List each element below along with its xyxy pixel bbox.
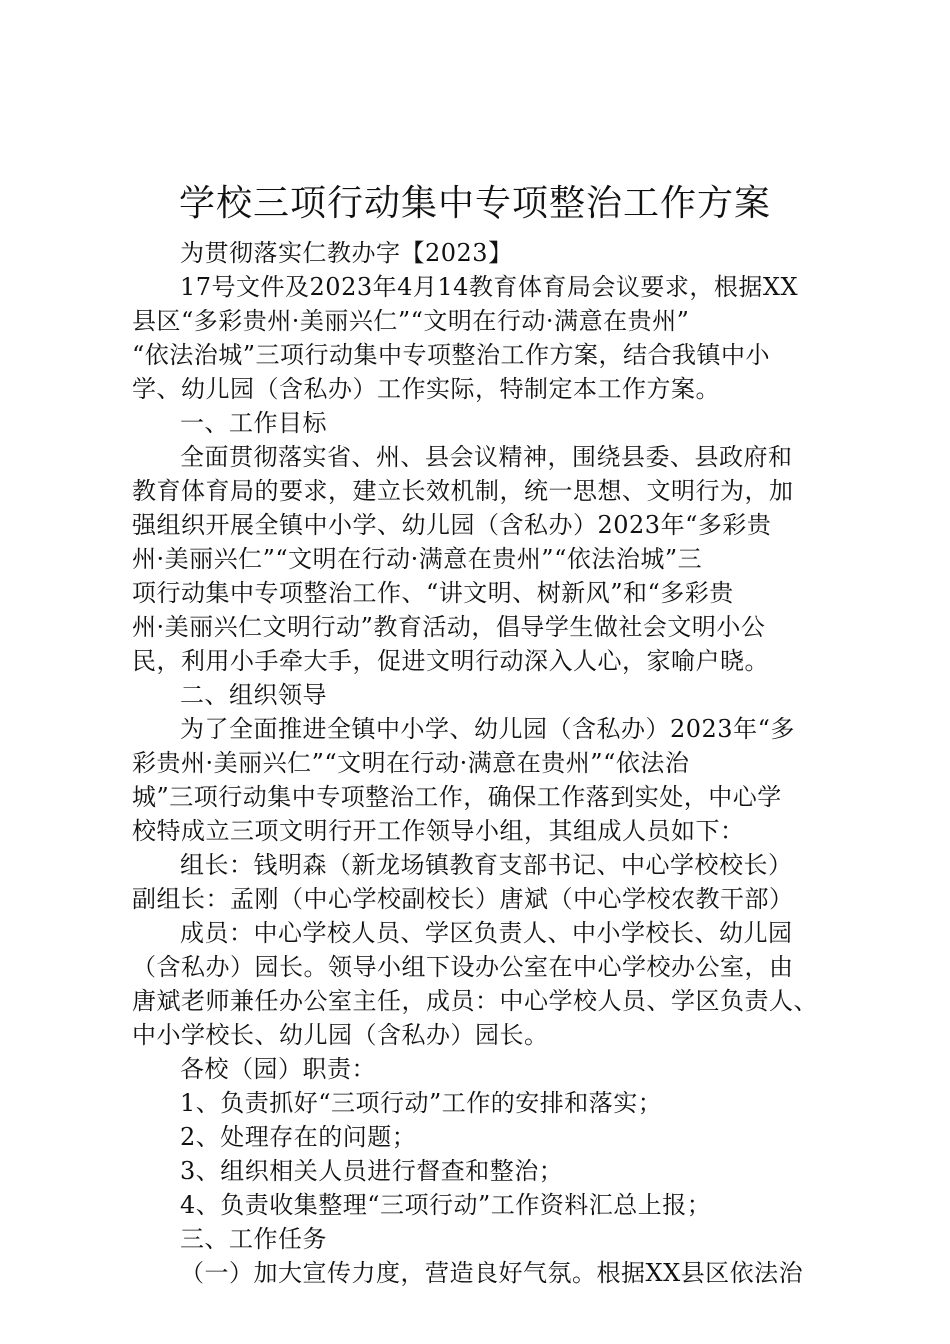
paragraph-line: 组长：钱明森（新龙场镇教育支部书记、中心学校校长） — [180, 851, 793, 879]
paragraph-line: 中小学校长、幼儿园（含私办）园长。 — [132, 1021, 549, 1049]
section-heading: 一、工作目标 — [180, 409, 327, 437]
paragraph-line: 州·美丽兴仁”“文明在行动·满意在贵州”“依法治城”三 — [132, 545, 703, 573]
section-heading: 二、组织领导 — [180, 681, 327, 709]
paragraph-line: 州·美丽兴仁文明行动”教育活动，倡导学生做社会文明小公 — [132, 613, 766, 641]
paragraph-line: 各校（园）职责： — [180, 1055, 376, 1083]
list-item: 4、负责收集整理“三项行动”工作资料汇总上报； — [180, 1191, 712, 1219]
list-item: 3、组织相关人员进行督查和整治； — [180, 1157, 564, 1185]
paragraph-line: （含私办）园长。领导小组下设办公室在中心学校办公室，由 — [132, 953, 794, 981]
paragraph-line: （一）加大宣传力度，营造良好气氛。根据XX县区依法治 — [180, 1259, 804, 1287]
paragraph-line: 城”三项行动集中专项整治工作，确保工作落到实处，中心学 — [132, 783, 782, 811]
paragraph-line: 副组长：孟刚（中心学校副校长）唐斌（中心学校农教干部） — [132, 885, 794, 913]
paragraph-line: 全面贯彻落实省、州、县会议精神，围绕县委、县政府和 — [180, 443, 793, 471]
list-item: 1、负责抓好“三项行动”工作的安排和落实； — [180, 1089, 663, 1117]
paragraph-line: 学、幼儿园（含私办）工作实际，特制定本工作方案。 — [132, 375, 720, 403]
paragraph-line: 为了全面推进全镇中小学、幼儿园（含私办）2023年“多 — [180, 715, 795, 743]
paragraph-line: 彩贵州·美丽兴仁”“文明在行动·满意在贵州”“依法治 — [132, 749, 690, 777]
paragraph-line: 校特成立三项文明行开工作领导小组，其组成人员如下： — [132, 817, 745, 845]
paragraph-line: 强组织开展全镇中小学、幼儿园（含私办）2023年“多彩贵 — [132, 511, 772, 539]
paragraph-line: 唐斌老师兼任办公室主任，成员：中心学校人员、学区负责人、 — [132, 987, 818, 1015]
paragraph-line: 为贯彻落实仁教办字【2023】 — [180, 239, 513, 267]
paragraph-line: 教育体育局的要求，建立长效机制，统一思想、文明行为，加 — [132, 477, 794, 505]
list-item: 2、处理存在的问题； — [180, 1123, 417, 1151]
document-title: 学校三项行动集中专项整治工作方案 — [178, 183, 771, 224]
paragraph-line: 项行动集中专项整治工作、“讲文明、树新风”和“多彩贵 — [132, 579, 734, 607]
paragraph-line: 成员：中心学校人员、学区负责人、中小学校长、幼儿园 — [180, 919, 793, 947]
section-heading: 三、工作任务 — [180, 1225, 327, 1253]
paragraph-line: “依法治城”三项行动集中专项整治工作方案，结合我镇中小 — [132, 341, 771, 369]
paragraph-line: 县区“多彩贵州·美丽兴仁”“文明在行动·满意在贵州” — [132, 307, 690, 335]
paragraph-line: 民，利用小手牵大手，促进文明行动深入人心，家喻户晓。 — [132, 647, 769, 675]
paragraph-line: 17号文件及2023年4月14教育体育局会议要求，根据XX — [180, 273, 799, 301]
